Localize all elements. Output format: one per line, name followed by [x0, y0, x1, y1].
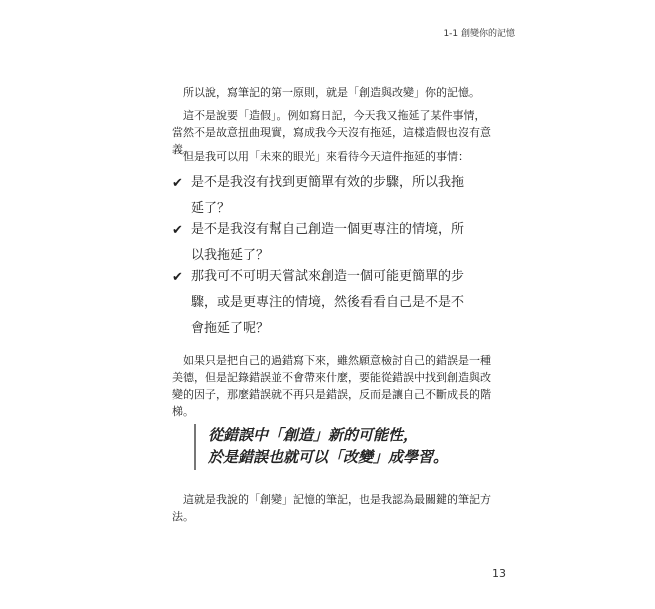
check-icon: ✔	[172, 176, 183, 191]
pull-quote-line: 於是錯誤也就可以「改變」成學習。	[208, 448, 449, 466]
handwritten-line: 以我拖延了？	[191, 248, 270, 263]
handwritten-line: 驟，或是更專注的情境，然後看看自己是不是不	[191, 295, 465, 310]
paragraph-future-view	[172, 148, 494, 165]
check-icon: ✔	[172, 223, 183, 238]
handwritten-item	[174, 264, 504, 342]
handwritten-item	[174, 217, 504, 269]
paragraph-not-fake-text: 這不是說要「造假」。例如寫日記，今天我又拖延了某件事情，當然不是故意扭曲現實，寫成我今天沒有拖延，這樣造假也沒有意義。	[172, 109, 491, 156]
handwritten-line: 會拖延了呢？	[191, 321, 270, 336]
paragraph-principle-text: 所以說，寫筆記的第一原則，就是「創造與改變」你的記憶。	[183, 86, 480, 99]
paragraph-principle	[172, 84, 494, 101]
running-header: 1-1 創變你的記憶	[443, 29, 515, 39]
pull-quote	[194, 424, 448, 470]
handwritten-line: 那我可不可明天嘗試來創造一個可能更簡單的步	[191, 269, 465, 284]
handwritten-item	[174, 170, 504, 222]
pull-quote-line: 從錯誤中「創造」新的可能性，	[208, 426, 419, 444]
paragraph-mistakes-text: 如果只是把自己的過錯寫下來，雖然願意檢討自己的錯誤是一種美德，但是記錄錯誤並不會帶來什麼，要能從錯誤中找到創造與改變的因子，那麼錯誤就不再只是錯誤，反而是讓自己不斷成長的階梯。	[172, 354, 491, 418]
handwritten-line: 是不是我沒有找到更簡單有效的步驟，所以我拖	[191, 175, 465, 190]
handwritten-line: 是不是我沒有幫自己創造一個更專注的情境，所	[191, 222, 465, 237]
check-icon: ✔	[172, 270, 183, 285]
handwritten-line: 延了？	[191, 201, 231, 216]
paragraph-closing	[172, 491, 494, 525]
paragraph-future-view-text: 但是我可以用「未來的眼光」來看待今天這件拖延的事情：	[183, 150, 469, 163]
paragraph-mistakes	[172, 352, 494, 420]
page-number: 13	[492, 567, 506, 580]
paragraph-closing-text: 這就是我說的「創變」記憶的筆記，也是我認為最關鍵的筆記方法。	[172, 493, 491, 523]
